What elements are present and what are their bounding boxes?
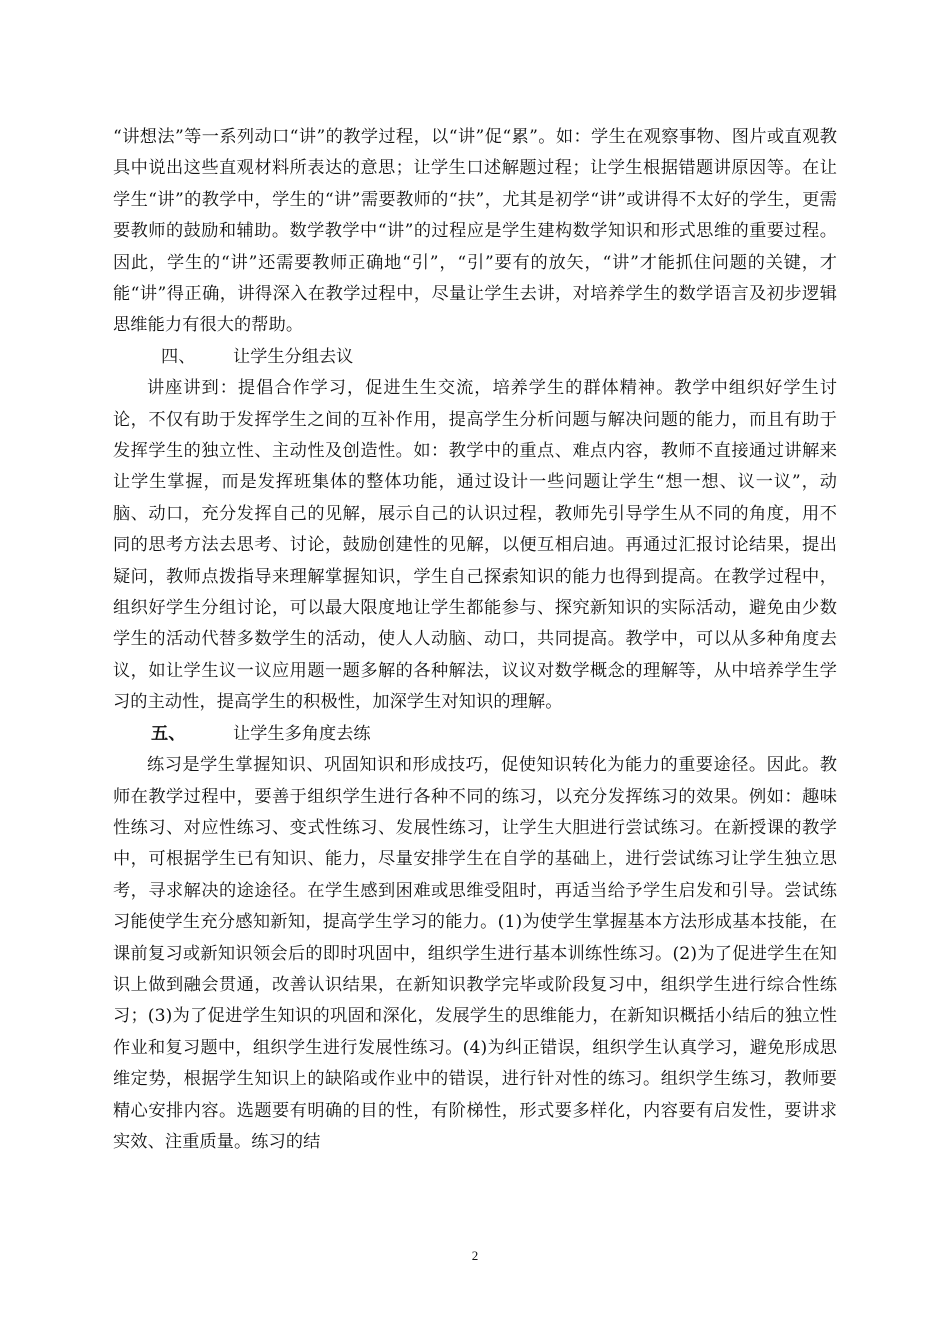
paragraph-speaking: “讲想法”等一系列动口“讲”的教学过程，以“讲”促“累”。如：学生在观察事物、图片或直观教具中说出这些直观材料所表达的意思；让学生口述解题过程；让学生根据错题讲原因等。在让学生“讲”的教学中，学生的“讲”需要教师的“扶”，尤其是初学“讲”或讲得不太好的学生，更需要教师的鼓励和辅助。数学教学中“讲”的过程应是学生建构数学知识和形式思维的重要过程。因此，学生的“讲”还需要教师正确地“引”，“引”要有的放矢，“讲”才能抓住问题的关键，才能“讲”得正确，讲得深入在教学过程中，尽量让学生去讲，对培养学生的数学语言及初步逻辑思维能力有很大的帮助。: [113, 127, 837, 336]
paragraph-practice: 练习是学生掌握知识、巩固知识和形成技巧，促使知识转化为能力的重要途径。因此。教师在教学过程中，要善于组织学生进行各种不同的练习，以充分发挥练习的效果。例如：趣味性练习、对应性练习、变式性练习、发展性练习，让学生大胆进行尝试练习。在新授课的教学中，可根据学生已有知识、能力，尽量安排学生在自学的基础上，进行尝试练习让学生独立思考，寻求解决的途途径。在学生感到困难或思维受阻时，再适当给予学生启发和引导。尝试练习能使学生充分感知新知，提高学生学习的能力。(1)为使学生掌握基本方法形成基本技能，在课前复习或新知识领会后的即时巩固中，组织学生进行基本训练性练习。(2)为了促进学生在知识上做到融会贯通，改善认识结果，在新知识教学完毕或阶段复习中，组织学生进行综合性练习；(3)为了促进学生知识的巩固和深化，发展学生的思维能力，在新知识概括小结后的独立性作业和复习题中，组织学生进行发展性练习。(4)为纠正错误，组织学生认真学习，避免形成思维定势，根据学生知识上的缺陷或作业中的错误，进行针对性的练习。组织学生练习，教师要精心安排内容。选题要有明确的目的性，有阶梯性，形式要多样化，内容要有启发性，要讲求实效、注重质量。练习的结: [113, 755, 837, 1152]
page-number: 2: [471, 1248, 479, 1263]
section-number: 四、: [161, 346, 196, 367]
section-heading-discuss: [113, 342, 837, 373]
section-number: 五、: [151, 723, 186, 744]
section-heading-practice: [113, 719, 837, 750]
paragraph-group-discussion: 讲座讲到：提倡合作学习，促进生生交流，培养学生的群体精神。教学中组织好学生讨论，不仅有助于发挥学生之间的互补作用，提高学生分析问题与解决问题的能力，而且有助于发挥学生的独立性、主动性及创造性。如：教学中的重点、难点内容，教师不直接通过讲解来让学生掌握，而是发挥班集体的整体功能，通过设计一些问题让学生“想一想、议一议”，动脑、动口，充分发挥自己的见解，展示自己的认识过程，教师先引导学生从不同的角度，用不同的思考方法去思考、讨论，鼓励创建性的见解，以便互相启迪。再通过汇报讨论结果，提出疑问，教师点拨指导来理解掌握知识，学生自己探索知识的能力也得到提高。在教学过程中，组织好学生分组讨论，可以最大限度地让学生都能参与、探究新知识的实际活动，避免由少数学生的活动代替多数学生的活动，使人人动脑、动口，共同提高。教学中，可以从多种角度去议，如让学生议一议应用题一题多解的各种解法，议议对数学概念的理解等，从中培养学生学习的主动性，提高学生的积极性，加深学生对知识的理解。: [113, 378, 837, 713]
document-body: [113, 122, 837, 1158]
section-title: 让学生分组去议: [233, 346, 354, 367]
section-title: 让学生多角度去练: [233, 723, 371, 744]
